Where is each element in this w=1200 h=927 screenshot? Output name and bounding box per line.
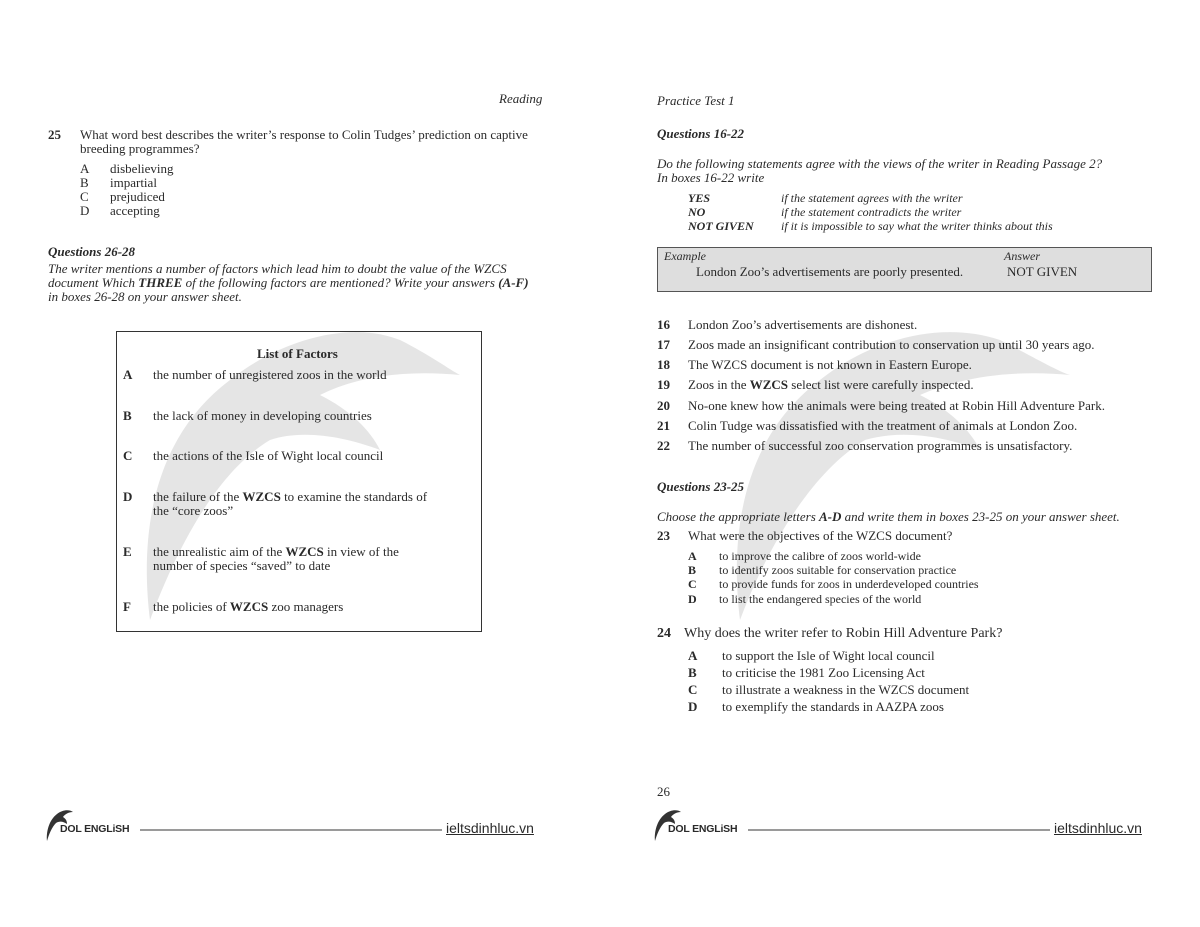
q23-25-instruction: Choose the appropriate letters A-D and write them in boxes 23-25 on your answer sheet.	[657, 509, 1120, 524]
q25-option-d-letter: D	[80, 203, 90, 218]
statement-16-number: 16	[657, 317, 670, 332]
statement-19-number: 19	[657, 377, 670, 392]
q24-option-d-text: to exemplify the standards in AAZPA zoos	[722, 699, 944, 714]
statement-22-number: 22	[657, 438, 670, 453]
statement-21-number: 21	[657, 418, 670, 433]
factor-c-letter: C	[123, 448, 133, 463]
q23-option-b-text: to identify zoos suitable for conservation practice	[719, 563, 957, 577]
q25-option-b-letter: B	[80, 175, 89, 190]
q25-option-c-letter: C	[80, 189, 89, 204]
factor-d-letter: D	[123, 489, 133, 504]
question-24-number: 24	[657, 626, 671, 641]
q25-option-b-text: impartial	[110, 175, 157, 190]
q23-option-d-text: to list the endangered species of the world	[719, 592, 922, 606]
statement-20-number: 20	[657, 398, 670, 413]
factor-b-letter: B	[123, 408, 132, 423]
answer-label: Answer	[1004, 249, 1040, 263]
footer-divider-right	[748, 829, 1050, 831]
q26-28-instruction-line2: document Which THREE of the following factors are mentioned? Write your answers (A-F)	[48, 275, 529, 290]
statement-19-text: Zoos in the WZCS select list were carefully inspected.	[688, 377, 974, 392]
q23-option-d-letter: D	[688, 592, 697, 606]
q24-option-b-letter: B	[688, 665, 697, 680]
legend-not-given-desc: if it is impossible to say what the writer thinks about this	[781, 219, 1053, 233]
legend-yes-key: YES	[688, 191, 711, 205]
question-25-text-line1: What word best describes the writer’s response to Colin Tudges’ prediction on captive	[80, 127, 528, 142]
q16-22-instruction-line2: In boxes 16-22 write	[657, 170, 765, 185]
running-header-left: Reading	[499, 91, 543, 106]
question-23-number: 23	[657, 528, 670, 543]
question-24-text: Why does the writer refer to Robin Hill Adventure Park?	[684, 626, 1003, 641]
statement-17-number: 17	[657, 337, 670, 352]
legend-no-key: NO	[688, 205, 706, 219]
statement-18-number: 18	[657, 357, 670, 372]
statement-17-text: Zoos made an insignificant contribution to conservation up until 30 years ago.	[688, 337, 1095, 352]
running-header-right: Practice Test 1	[657, 93, 735, 108]
legend-no-desc: if the statement contradicts the writer	[781, 205, 962, 219]
statement-18-text: The WZCS document is not known in Eastern Europe.	[688, 357, 972, 372]
page-number: 26	[657, 784, 670, 799]
legend-not-given-key: NOT GIVEN	[688, 219, 754, 233]
q23-option-c-letter: C	[688, 577, 697, 591]
statement-21-text: Colin Tudge was dissatisfied with the treatment of animals at London Zoo.	[688, 418, 1078, 433]
dol-english-brand-left: DOL ENGLiSH	[60, 823, 130, 835]
question-25-text-line2: breeding programmes?	[80, 141, 200, 156]
legend-yes-desc: if the statement agrees with the writer	[781, 191, 963, 205]
factor-a-text: the number of unregistered zoos in the world	[153, 367, 387, 382]
factor-e-letter: E	[123, 544, 132, 559]
statement-20-text: No-one knew how the animals were being treated at Robin Hill Adventure Park.	[688, 398, 1105, 413]
q24-option-a-letter: A	[688, 648, 698, 663]
question-25-number: 25	[48, 127, 61, 142]
example-label: Example	[664, 249, 706, 263]
q25-option-d-text: accepting	[110, 203, 160, 218]
example-answer: NOT GIVEN	[1007, 264, 1078, 279]
q24-option-d-letter: D	[688, 699, 698, 714]
q25-option-a-text: disbelieving	[110, 161, 174, 176]
q23-option-b-letter: B	[688, 563, 697, 577]
q24-option-c-text: to illustrate a weakness in the WZCS document	[722, 682, 970, 697]
q23-option-c-text: to provide funds for zoos in underdeveloped countries	[719, 577, 979, 591]
q23-option-a-letter: A	[688, 549, 697, 563]
q26-28-instruction-line1: The writer mentions a number of factors which lead him to doubt the value of the WZCS	[48, 261, 507, 276]
factor-e-text-line1: the unrealistic aim of the WZCS in view of the	[153, 544, 399, 559]
list-of-factors-title: List of Factors	[257, 346, 338, 361]
factor-d-text-line1: the failure of the WZCS to examine the standards of	[153, 489, 428, 504]
q24-option-c-letter: C	[688, 682, 698, 697]
q24-option-a-text: to support the Isle of Wight local council	[722, 648, 935, 663]
statement-16-text: London Zoo’s advertisements are dishonest.	[688, 317, 918, 332]
q26-28-instruction-line3: in boxes 26-28 on your answer sheet.	[48, 289, 242, 304]
questions-23-25-title: Questions 23-25	[657, 479, 745, 494]
footer-site-link-left[interactable]: ieltsdinhluc.vn	[446, 820, 534, 836]
factor-f-text: the policies of WZCS zoo managers	[153, 599, 344, 614]
footer-divider-left	[140, 829, 442, 831]
factor-c-text: the actions of the Isle of Wight local council	[153, 448, 384, 463]
question-23-text: What were the objectives of the WZCS document?	[688, 528, 953, 543]
factor-f-letter: F	[123, 599, 131, 614]
q25-option-a-letter: A	[80, 161, 90, 176]
q24-option-b-text: to criticise the 1981 Zoo Licensing Act	[722, 665, 925, 680]
q16-22-instruction-line1: Do the following statements agree with the views of the writer in Reading Passage 2?	[657, 156, 1103, 171]
factor-d-text-line2: the “core zoos”	[153, 503, 234, 518]
example-statement: London Zoo’s advertisements are poorly presented.	[696, 264, 964, 279]
questions-26-28-title: Questions 26-28	[48, 244, 136, 259]
questions-16-22-title: Questions 16-22	[657, 126, 745, 141]
dol-english-brand-right: DOL ENGLiSH	[668, 823, 738, 835]
factor-b-text: the lack of money in developing countries	[153, 408, 372, 423]
footer-site-link-right[interactable]: ieltsdinhluc.vn	[1054, 820, 1142, 836]
factor-e-text-line2: number of species “saved” to date	[153, 558, 331, 573]
factor-a-letter: A	[123, 367, 133, 382]
statement-22-text: The number of successful zoo conservation programmes is unsatisfactory.	[688, 438, 1073, 453]
q23-option-a-text: to improve the calibre of zoos world-wide	[719, 549, 921, 563]
q25-option-c-text: prejudiced	[110, 189, 165, 204]
